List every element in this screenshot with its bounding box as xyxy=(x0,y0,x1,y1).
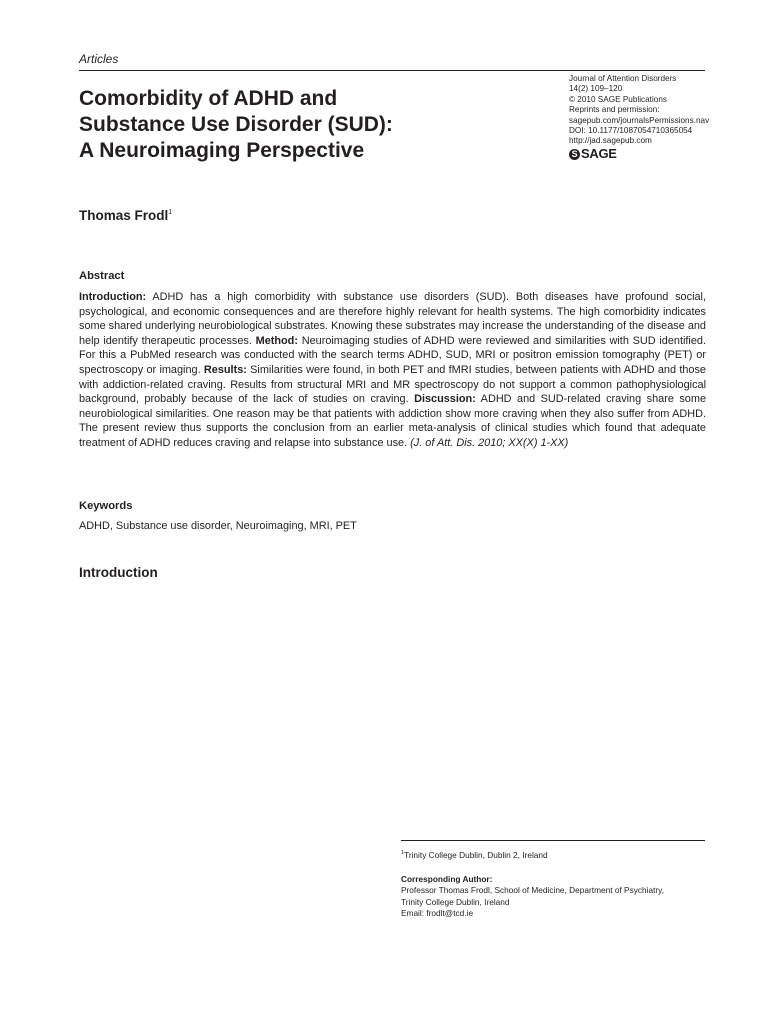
author xyxy=(79,208,172,223)
author-affiliation-marker: 1 xyxy=(168,209,173,216)
keywords-list: ADHD, Substance use disorder, Neuroimaging, MRI, PET xyxy=(79,520,357,532)
abstract-introduction-label: Introduction: xyxy=(79,291,147,303)
journal-info xyxy=(569,74,759,160)
journal-volume: 14(2) 109–120 xyxy=(569,84,623,94)
introduction-heading: Introduction xyxy=(79,565,158,580)
title-line: Substance Use Disorder (SUD): xyxy=(79,113,393,136)
affiliation-marker: 1 xyxy=(401,850,405,856)
author-name: Thomas Frodl xyxy=(79,208,169,223)
keywords-heading: Keywords xyxy=(79,500,133,512)
abstract-body xyxy=(79,290,706,451)
abstract-results-text: Similarities were found, in both PET and fMRI studies, between patients with ADHD and those with addiction-related craving. Results from structural MRI and MR spectroscopy do not support a common pathophysiological background, probably because of the lack of studies on craving. xyxy=(79,363,706,406)
footnote-rule xyxy=(401,840,705,841)
corresponding-author-line: Trinity College Dublin, Ireland xyxy=(401,896,510,907)
abstract-discussion-text: ADHD and SUD-related craving share some neurobiological similarities. One reason may be that patients with addiction show more craving when they also suffer from ADHD. The present review thus supports the conclusion from an earlier meta-analysis of clinical studies which found that adequate treatment of ADHD reduces craving and relapse into substance use. xyxy=(79,393,706,449)
abstract-introduction-text: ADHD has a high comorbidity with substance use disorders (SUD). Both diseases have profound social, psychological, and economic consequences and are therefore highly relevant for health systems. The high comorbidity indicates some shared underlying neurobiological substrates. Knowing these substrates may increase the understanding of the disease and help identify therapeutic processes. xyxy=(79,291,706,347)
doi[interactable]: DOI: 10.1177/1087054710365054 xyxy=(569,126,693,136)
corresponding-author-label: Corresponding Author: xyxy=(401,873,493,884)
abstract-results-label: Results: xyxy=(203,363,247,376)
affiliation-footnote xyxy=(401,848,711,862)
footnotes xyxy=(401,848,711,920)
abstract-method-label: Method: xyxy=(255,334,298,347)
reprints-link[interactable]: sagepub.com/journalsPermissions.nav xyxy=(569,115,710,125)
copyright: © 2010 SAGE Publications xyxy=(569,94,667,104)
journal-name: Journal of Attention Disorders xyxy=(569,74,677,83)
abstract-heading: Abstract xyxy=(79,270,125,282)
abstract-citation: (J. of Att. Dis. 2010; XX(X) 1-XX) xyxy=(410,436,569,449)
title-line: A Neuroimaging Perspective xyxy=(79,139,365,162)
corresponding-author-line: Professor Thomas Frodl, School of Medicine, Department of Psychiatry, xyxy=(401,885,664,896)
affiliation-text: Trinity College Dublin, Dublin 2, Ireland xyxy=(404,850,548,860)
reprints-label: Reprints and permission: xyxy=(569,105,660,115)
title-line: Comorbidity of ADHD and xyxy=(79,87,338,110)
journal-url[interactable]: http://jad.sagepub.com xyxy=(569,136,652,146)
article-title xyxy=(79,86,439,164)
abstract-discussion-label: Discussion: xyxy=(414,393,476,406)
header-rule xyxy=(79,70,705,71)
sage-logo xyxy=(569,146,759,162)
section-label: Articles xyxy=(79,52,119,66)
sage-logo-text: SAGE xyxy=(581,146,617,162)
sage-logo-icon: S xyxy=(569,149,580,160)
corresponding-author-email[interactable]: Email: frodlt@tcd.ie xyxy=(401,908,474,919)
abstract-method-text: Neuroimaging studies of ADHD were reviewed and similarities with SUD identified. For this a PubMed research was conducted with the search terms ADHD, SUD, MRI or positron emission tomography (PET) or spectroscopy or imaging. xyxy=(79,334,706,376)
